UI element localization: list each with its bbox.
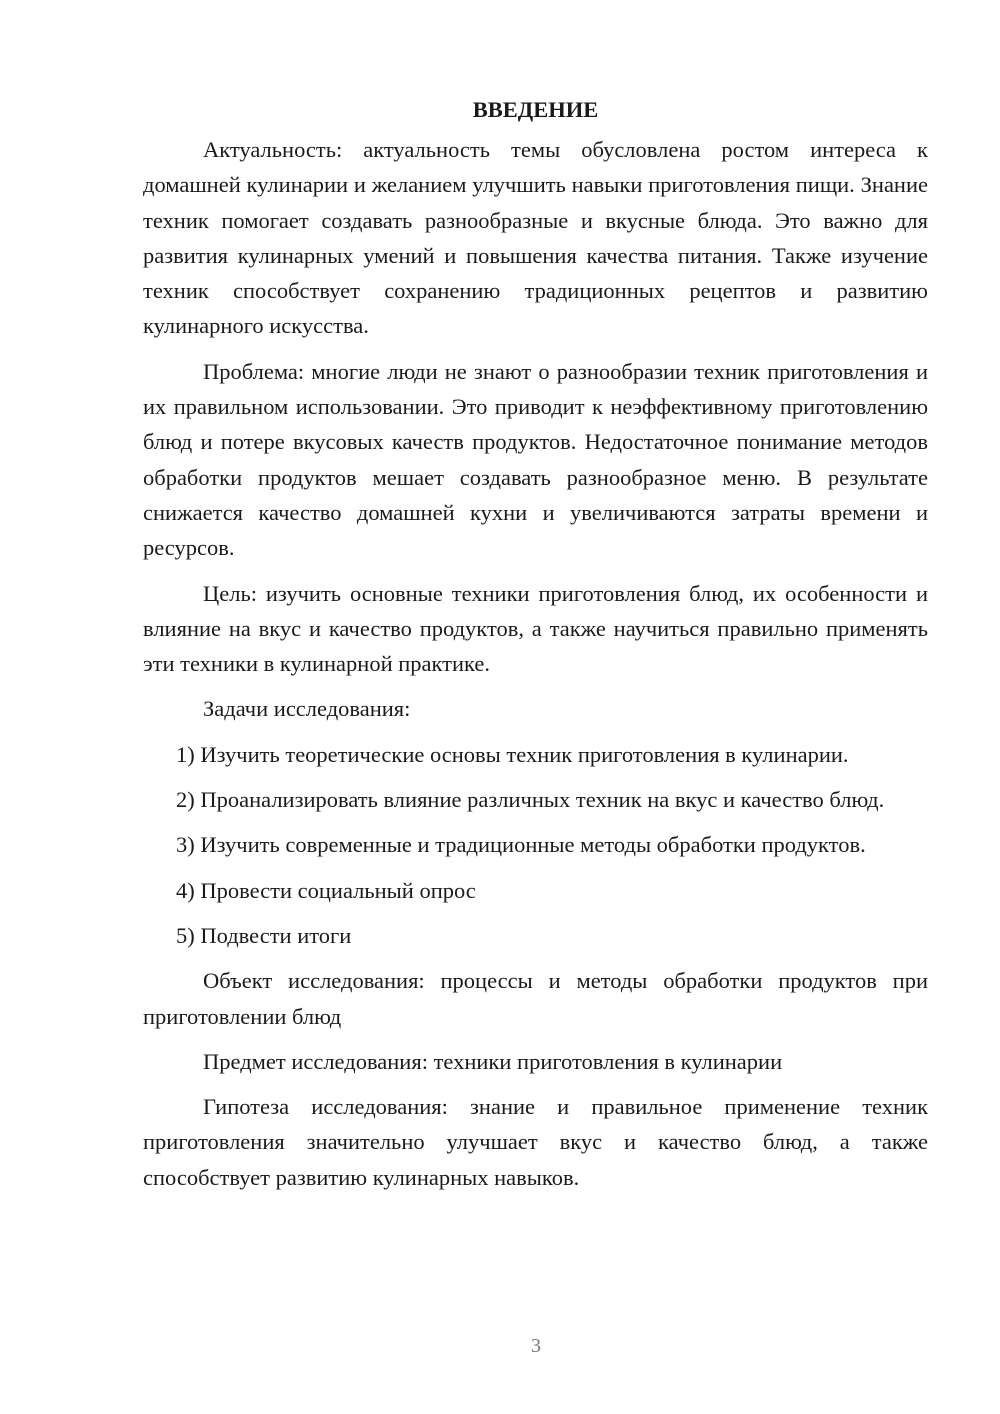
task-item-3: 3) Изучить современные и традиционные методы обработки продуктов. xyxy=(176,832,866,858)
object-paragraph: Объект исследования: процессы и методы обработки продуктов при приготовлении блюд xyxy=(143,968,928,1029)
tasks-heading: Задачи исследования: xyxy=(203,696,411,722)
document-title: ВВЕДЕНИЕ xyxy=(472,97,599,122)
relevance-paragraph: Актуальность: актуальность темы обусловлена ростом интереса к домашней кулинарии и желанием улучшить навыки приготовления пищи. Знание техник помогает создавать разнообразные и вкусные блюда. Это важно для развития кулинарных умений и повышения качества питания. Также изучение техник способствует сохранению традиционных рецептов и развитию кулинарного искусства. xyxy=(143,137,928,339)
task-item-1: 1) Изучить теоретические основы техник приготовления в кулинарии. xyxy=(176,741,849,767)
hypothesis-paragraph: Гипотеза исследования: знание и правильное применение техник приготовления значительно улучшает вкус и качество блюд, а также способствует развитию кулинарных навыков. xyxy=(143,1094,928,1190)
task-item-2: 2) Проанализировать влияние различных техник на вкус и качество блюд. xyxy=(176,787,885,813)
page-number: 3 xyxy=(531,1335,541,1357)
task-item-4: 4) Провести социальный опрос xyxy=(176,877,476,903)
goal-paragraph: Цель: изучить основные техники приготовления блюд, их особенности и влияние на вкус и качество продуктов, а также научиться правильно применять эти техники в кулинарной практике. xyxy=(143,580,928,677)
problem-paragraph: Проблема: многие люди не знают о разнообразии техник приготовления и их правильном использовании. Это приводит к неэффективному приготовлению блюд и потере вкусовых качеств продуктов. Недостаточное понимание методов обработки продуктов мешает создавать разнообразное меню. В результате снижается качество домашней кухни и увеличиваются затраты времени и ресурсов. xyxy=(143,358,928,561)
task-item-5: 5) Подвести итоги xyxy=(176,922,352,948)
subject-paragraph: Предмет исследования: техники приготовления в кулинарии xyxy=(203,1048,783,1074)
document-page xyxy=(143,92,928,1205)
